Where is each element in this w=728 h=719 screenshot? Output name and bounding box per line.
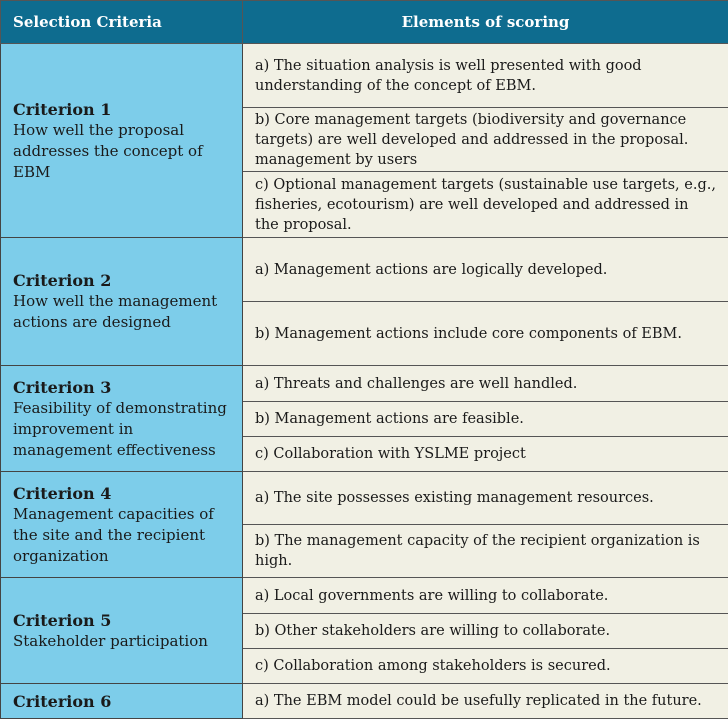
scoring-element: b) The management capacity of the recipient organization is high. xyxy=(243,525,728,578)
criterion-title: Criterion 3 xyxy=(13,377,230,398)
criterion-6-cell xyxy=(1,684,243,719)
scoring-element: a) The situation analysis is well presented with good understanding of the concept of EBM. xyxy=(243,44,728,108)
scoring-element: c) Optional management targets (sustainable use targets, e.g., fisheries, ecotourism) are well developed and addressed in the proposal. xyxy=(243,172,728,238)
criterion-title: Criterion 4 xyxy=(13,483,230,504)
table-row xyxy=(1,578,728,614)
scoring-element: c) Collaboration with YSLME project xyxy=(243,437,728,472)
criterion-3-cell xyxy=(1,366,243,472)
table-row xyxy=(1,684,728,719)
criterion-description: How well the proposal addresses the concept of EBM xyxy=(13,120,230,183)
header-elements-of-scoring: Elements of scoring xyxy=(243,1,728,44)
table-row xyxy=(1,44,728,108)
criterion-title: Criterion 5 xyxy=(13,610,230,631)
scoring-element: b) Other stakeholders are willing to collaborate. xyxy=(243,614,728,649)
scoring-element: c) Collaboration among stakeholders is secured. xyxy=(243,649,728,684)
table-row xyxy=(1,366,728,402)
scoring-element: b) Core management targets (biodiversity and governance targets) are well developed and addressed in the proposal. management by users xyxy=(243,108,728,172)
criterion-title: Criterion 2 xyxy=(13,270,230,291)
scoring-element: b) Management actions are feasible. xyxy=(243,402,728,437)
criterion-4-cell xyxy=(1,472,243,578)
criterion-description: Management capacities of the site and the recipient organization xyxy=(13,504,230,567)
scoring-element: a) Management actions are logically developed. xyxy=(243,238,728,302)
table-row xyxy=(1,472,728,525)
criterion-title: Criterion 1 xyxy=(13,99,230,120)
criterion-description: Stakeholder participation xyxy=(13,631,230,652)
criterion-title: Criterion 6 xyxy=(13,691,230,712)
criterion-description: Feasibility of demonstrating improvement in management effectiveness xyxy=(13,398,230,461)
scoring-element: a) Local governments are willing to collaborate. xyxy=(243,578,728,614)
table-row xyxy=(1,238,728,302)
criterion-1-cell xyxy=(1,44,243,238)
criterion-2-cell xyxy=(1,238,243,366)
scoring-element: a) The site possesses existing management resources. xyxy=(243,472,728,525)
scoring-element: a) Threats and challenges are well handled. xyxy=(243,366,728,402)
criterion-description: How well the management actions are designed xyxy=(13,291,230,333)
header-row xyxy=(1,1,728,44)
criterion-5-cell xyxy=(1,578,243,684)
scoring-element: a) The EBM model could be usefully replicated in the future. xyxy=(243,684,728,719)
header-selection-criteria: Selection Criteria xyxy=(1,1,243,44)
scoring-element: b) Management actions include core components of EBM. xyxy=(243,302,728,366)
